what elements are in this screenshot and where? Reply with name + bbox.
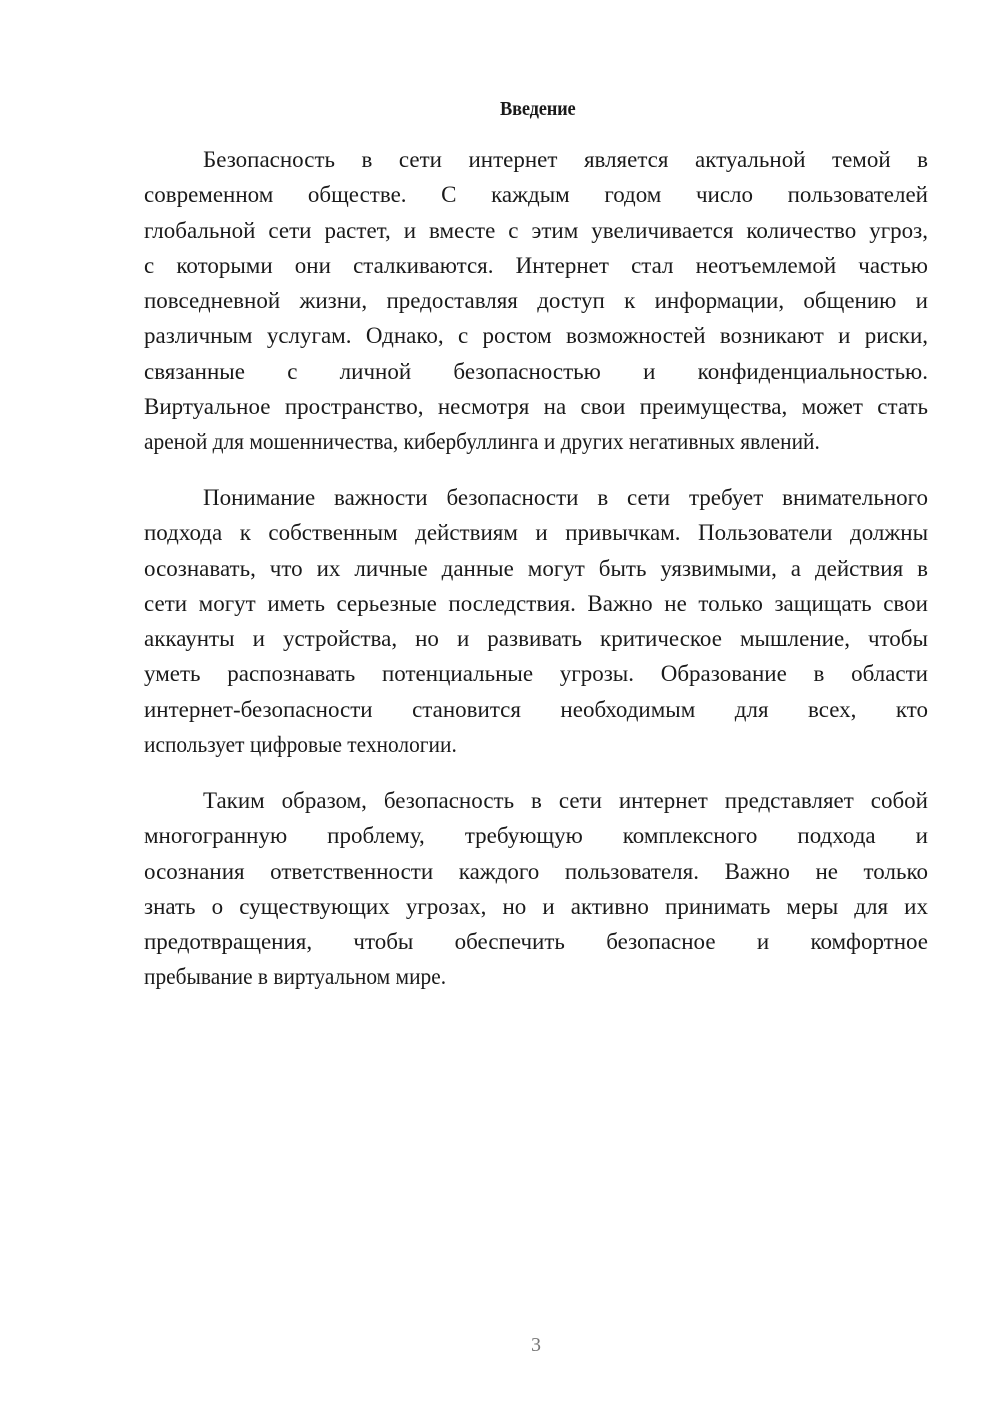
text-line: Безопасность в сети интернет является актуальной темой в	[203, 147, 929, 172]
text-line: Понимание важности безопасности в сети требует внимательного	[203, 485, 929, 510]
text-line: ареной для мошенничества, кибербуллинга и других негативных явлений.	[144, 429, 820, 455]
text-line: современном обществе. С каждым годом число пользователей	[144, 182, 928, 208]
text-line: связанные с личной безопасностью и конфиденциальностью.	[144, 358, 928, 384]
paragraph-2	[144, 480, 928, 762]
text-line: знать о существующих угрозах, но и активно принимать меры для их	[144, 893, 928, 919]
text-line: пребывание в виртуальном мире.	[144, 964, 447, 990]
text-line: осознания ответственности каждого пользователя. Важно не только	[144, 858, 928, 884]
text-line: интернет-безопасности становится необходимым для всех, кто	[144, 696, 928, 722]
text-line: сети могут иметь серьезные последствия. Важно не только защищать свои	[144, 590, 928, 616]
paragraph-3	[144, 783, 928, 995]
text-line: подхода к собственным действиям и привычкам. Пользователи должны	[144, 520, 929, 546]
text-line: предотвращения, чтобы обеспечить безопасное и комфортное	[144, 929, 929, 955]
page-number	[36, 1334, 1000, 1357]
text-line: повседневной жизни, предоставляя доступ к информации, общению и	[144, 288, 928, 314]
text-line: глобальной сети растет, и вместе с этим увеличивается количество угроз,	[144, 217, 928, 243]
text-line: уметь распознавать потенциальные угрозы. Образование в области	[144, 661, 928, 687]
text-line: Виртуальное пространство, несмотря на свои преимущества, может стать	[144, 394, 929, 420]
section-heading	[78, 98, 998, 121]
text-line: использует цифровые технологии.	[144, 732, 457, 758]
text-line: Таким образом, безопасность в сети интернет представляет собой	[203, 788, 928, 813]
text-line: аккаунты и устройства, но и развивать критическое мышление, чтобы	[144, 626, 928, 652]
text-line: многогранную проблему, требующую комплексного подхода и	[144, 823, 928, 849]
page-number-text: 3	[531, 1334, 541, 1356]
section-heading-text: Введение	[500, 98, 576, 120]
text-line: с которыми они сталкиваются. Интернет стал неотъемлемой частью	[144, 252, 928, 278]
text-line: осознавать, что их личные данные могут быть уязвимыми, а действия в	[144, 555, 928, 581]
paragraph-1	[144, 142, 928, 460]
text-line: различным услугам. Однако, с ростом возможностей возникают и риски,	[144, 323, 929, 349]
